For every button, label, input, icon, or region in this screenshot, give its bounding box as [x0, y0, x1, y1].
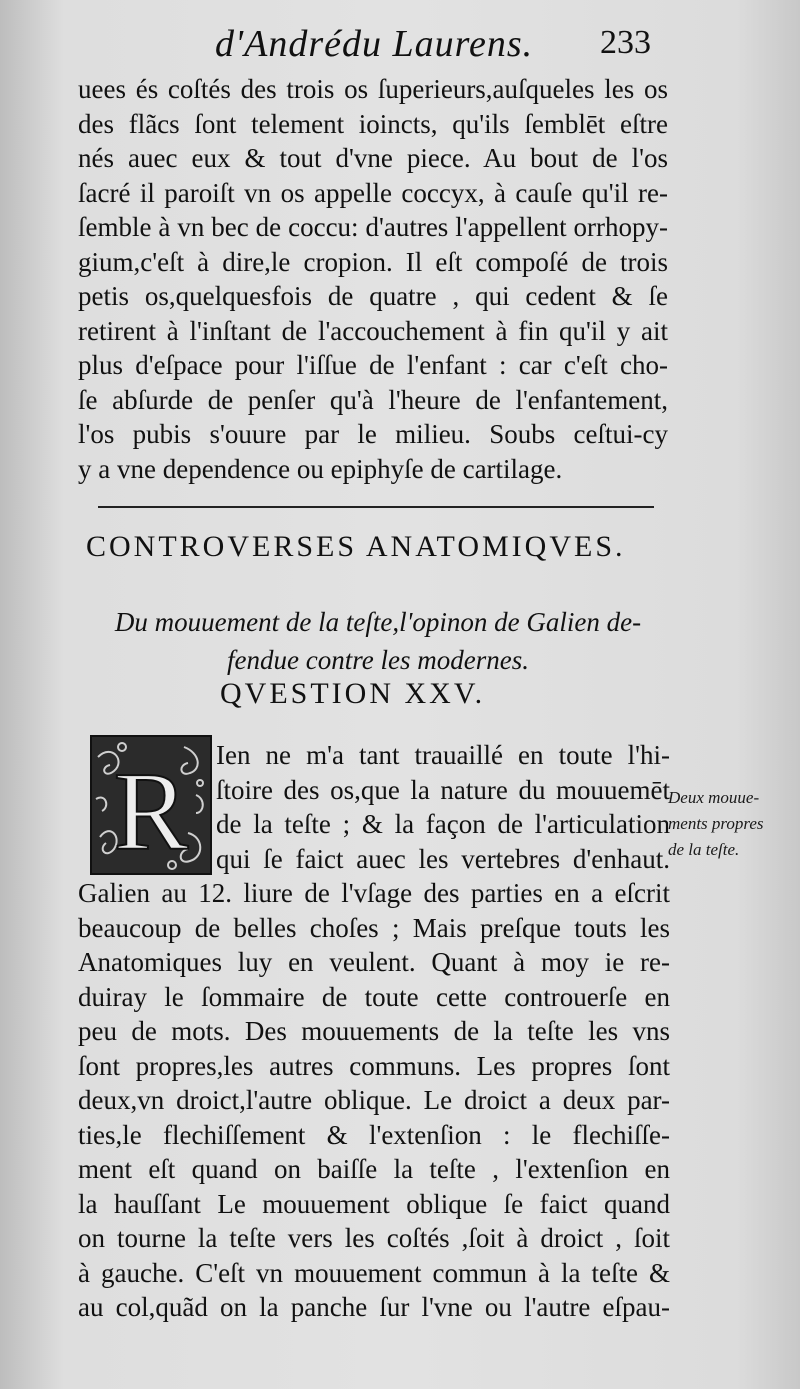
text-line: peu de mots. Des mouuements de la teſte les vns — [78, 1016, 670, 1046]
question-heading: QVESTION XXV. — [220, 677, 486, 710]
text-line: uees és coſtés des trois os ſuperieurs,auſqueles les os — [78, 74, 668, 104]
text-line: petis os,quelquesfois de quatre , qui cedent & ſe — [78, 281, 668, 311]
text-line: à gauche. C'eſt vn mouuement commun à la teſte & — [78, 1257, 670, 1288]
text-line: de la teſte ; & la façon de l'articulation — [216, 809, 670, 839]
margin-note-line: Deux mouue- — [668, 788, 760, 807]
paragraph-2 — [78, 738, 670, 1325]
text-line: Anatomiques luy en veulent. Quant à moy ie re- — [78, 947, 670, 977]
section-title: CONTROVERSES ANATOMIQVES. — [86, 530, 626, 563]
chapter-subtitle — [78, 603, 678, 679]
text-line: nés auec eux & tout d'vne piece. Au bout de l'os — [78, 143, 668, 173]
text-line: ſemble à vn bec de coccu: d'autres l'appellent orrhopy- — [78, 212, 668, 242]
running-title: d'Andrédu Laurens. — [215, 23, 534, 65]
text-line: Galien au 12. liure de l'vſage des parties en a eſcrit — [78, 878, 670, 908]
margin-note-line: de la teſte. — [668, 840, 740, 859]
text-line: l'os pubis s'ouure par le milieu. Soubs ceſtui-cy — [78, 419, 668, 449]
text-line: ſtoire des os,que la nature du mouuemēt — [216, 774, 670, 805]
text-line: ties,le flechiſſement & l'extenſion : le flechiſſe- — [78, 1119, 670, 1150]
text-line: ment eſt quand on baiſſe la teſte , l'extenſion en — [78, 1154, 670, 1184]
text-line: plus d'eſpace pour l'iſſue de l'enfant : car c'eſt cho- — [78, 350, 668, 380]
margin-note — [668, 785, 788, 863]
text-line: gium,c'eſt à dire,le cropion. Il eſt compoſé de trois — [78, 246, 668, 277]
text-line: on tourne la teſte vers les coſtés ,ſoit à droict , ſoit — [78, 1223, 670, 1253]
page-header — [0, 22, 800, 72]
text-line: qui ſe faict auec les vertebres d'enhaut. — [216, 843, 670, 874]
text-line: au col,quãd on la panche ſur l'vne ou l'autre eſpau- — [78, 1292, 670, 1322]
text-line: y a vne dependence ou epiphyſe de cartilage. — [78, 453, 563, 484]
text-line: ſont propres,les autres communs. Les propres ſont — [78, 1050, 670, 1081]
subtitle-line: Du mouuement de la teſte,l'opinon de Galien de- — [114, 607, 642, 637]
subtitle-line: fendue contre les modernes. — [227, 645, 529, 675]
margin-note-line: ments propres — [668, 814, 764, 833]
page-number: 233 — [600, 24, 651, 61]
text-line: deux,vn droict,l'autre oblique. Le droict a deux par- — [78, 1085, 670, 1115]
text-line: ſacré il paroiſt vn os appelle coccyx, à cauſe qu'il re- — [78, 177, 668, 208]
text-line: retirent à l'inſtant de l'accouchement à fin qu'il y ait — [78, 315, 668, 346]
text-line: des flãcs ſont telement ioincts, qu'ils ſemblēt eſtre — [78, 108, 668, 139]
text-line: Ien ne m'a tant trauaillé en toute l'hi- — [216, 740, 670, 770]
text-line: la hauſſant Le mouuement oblique ſe faict quand — [78, 1188, 670, 1219]
text-line: beaucoup de belles choſes ; Mais preſque touts les — [78, 912, 670, 943]
text-line: duiray le ſommaire de toute cette controuerſe en — [78, 981, 670, 1012]
paragraph-1 — [78, 72, 668, 486]
section-divider — [98, 506, 654, 508]
text-line: ſe abſurde de penſer qu'à l'heure de l'enfantement, — [78, 384, 668, 415]
initial-letter: R — [113, 750, 189, 873]
